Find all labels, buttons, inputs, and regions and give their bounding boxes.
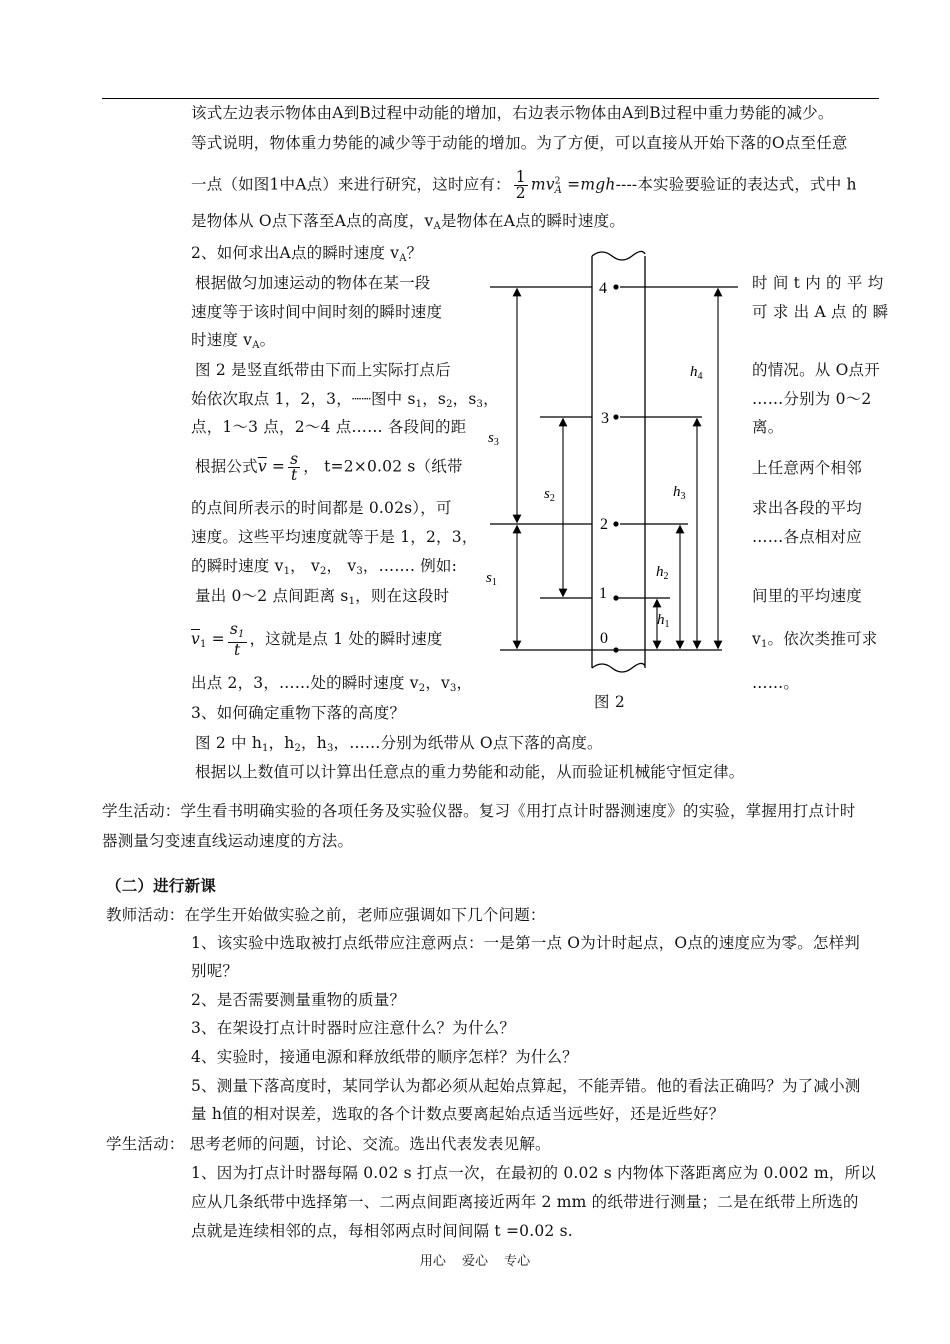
equation-fraction: $\frac{1}{2}$ [515,168,526,202]
student-activity-2: 学生活动： 思考老师的问题，讨论、交流。选出代表发表见解。 [106,1135,551,1153]
q2-right-5: 离。 [752,418,784,436]
point-0 [613,647,618,652]
label-point-4: 4 [599,280,607,297]
student-answer-1c: 点就是连续相邻的点，每相邻两点时间间隔 t =0.02 s. [191,1222,573,1240]
q2-right-1: 时 间 t 内 的 平 均 [752,274,884,292]
footer-word-3: 专心 [504,1254,531,1269]
q3-line-1: 图 2 中 $h_1$，$h_2$，$h_3$，……分别为纸带从 O点下落的高度。 [195,734,603,754]
label-point-1: 1 [599,585,607,602]
point-3 [613,414,618,419]
page-footer [0,1250,950,1269]
q3-line-2: 根据以上数值可以计算出任意点的重力势能和动能，从而验证机械能守恒定律。 [195,763,745,781]
v1-fraction: $\frac{s_1}{t}$ [229,620,245,659]
formula-fraction: $\frac{s}{t}$ [290,450,299,484]
q2-right-2: 可 求 出 A 点 的 瞬 [752,303,889,321]
q2-right-10: $v_1$。依次类推可求 [752,630,878,650]
q2-right-7: 求出各段的平均 [752,499,862,517]
student-activity-1b: 器测量匀变速直线运动速度的方法。 [102,832,354,850]
intro-line-3: 一点（如图1中A点）来进行研究，这时应有： $\frac{1}{2}$ $mv^2_A =mgh----$本实验要验证的表达式，式中 h [191,168,857,202]
label-h1: $h_1$ [657,612,670,630]
label-h2: $h_2$ [656,564,669,582]
intro-line-2: 等式说明，物体重力势能的减少等于动能的增加。为了方便，可以直接从开始下落的O点至任意 [191,134,848,152]
q2-left-12: $\overline{v}_1$ = $\frac{s_1}{t}$ ，这就是点 1 处的瞬时速度 [191,620,443,659]
label-point-3: 3 [601,410,609,427]
teacher-item-1a: 1、该实验中选取被打点纸带应注意两点：一是第一点 O为计时起点，O点的速度应为零。怎样判 [191,934,861,952]
figure-caption: 图 2 [594,693,625,711]
q2-right-9: 间里的平均速度 [752,587,862,605]
footer-word-2: 爱心 [461,1254,488,1269]
q2-left-4: 图 2 是竖直纸带由下而上实际打点后 [195,361,451,379]
q2-left-2: 速度等于该时间中间时刻的瞬时速度 [191,303,443,321]
point-2 [613,521,618,526]
label-s2: $s_2$ [544,486,555,504]
teacher-item-3: 3、在架设打点计时器时应注意什么？为什么？ [191,1019,516,1037]
q2-right-11: ……。 [752,674,800,692]
q2-right-6: 上任意两个相邻 [752,459,862,477]
q2-right-8: ……各点相对应 [752,528,862,546]
point-4 [613,284,618,289]
q2-left-1: 根据做匀加速运动的物体在某一段 [195,274,431,292]
q2-left-7: 根据公式$\overline{v}$ = $\frac{s}{t}$ ， t=2×0.02 s（纸带 [195,450,463,484]
label-h3: $h_3$ [673,484,686,502]
teacher-item-4: 4、实验时，接通电源和释放纸带的顺序怎样？为什么？ [191,1048,578,1066]
student-answer-1a: 1、因为打点计时器每隔 0.02 s 打点一次，在最初的 0.02 s 内物体下落距离应为 0.002 m，所以 [191,1164,876,1182]
label-s3: $s_3$ [488,430,499,448]
paper-tape [592,251,645,672]
label-point-2: 2 [600,516,608,533]
q2-right-4: ……分别为 0～2 [752,390,872,408]
section-heading: （二）进行新课 [106,876,216,895]
label-s1: $s_1$ [486,570,497,588]
q2-right-3: 的情况。从 O点开 [752,361,880,379]
q2-left-6: 点，1～3 点，2～4 点…… 各段间的距 [191,418,467,436]
q2-left-3: 时速度 $v_A$。 [191,331,276,351]
q2-left-8: 的点间所表示的时间都是 0.02s），可 [191,499,452,517]
q2-left-11: 量出 0～2 点间距离 $s_1$，则在这段时 [195,587,450,607]
q2-left-10: 的瞬时速度 $v_1$， $v_2$， $v_3$，……. 例如: [191,557,458,577]
q2-left-5: 始依次取点 1，2，3，┈┈图中 $s_1$，$s_2$，$s_3$， [191,390,499,410]
teacher-item-1b: 别呢？ [191,962,239,980]
intro-line-4: 是物体从 O点下落至A点的高度，$v_A$是物体在A点的瞬时速度。 [191,212,626,232]
teacher-activity: 教师活动：在学生开始做实验之前，老师应强调如下几个问题： [106,906,546,924]
footer-word-1: 用心 [419,1254,446,1269]
q2-title: 2、如何求出A点的瞬时速度 $v_A$？ [191,244,423,264]
point-1 [613,595,618,600]
q2-left-13: 出点 2，3，……处的瞬时速度 $v_2$，$v_3$， [191,674,473,694]
q2-left-9: 速度。这些平均速度就等于是 1，2，3， [191,528,478,546]
student-answer-1b: 应从几条纸带中选择第一、二两点间距离接近两年 2 mm 的纸带进行测量；二是在纸带上所选的 [191,1193,859,1211]
teacher-item-5b: 量 h值的相对误差，选取的各个计数点要离起始点适当远些好，还是近些好？ [191,1105,725,1123]
student-activity-1a: 学生活动：学生看书明确实验的各项任务及实验仪器。复习《用打点计时器测速度》的实验，掌握用打点计时 [102,802,856,820]
teacher-item-5a: 5、测量下落高度时，某同学认为都必须从起始点算起，不能弄错。他的看法正确吗？为了减小测 [191,1077,861,1095]
q3-title: 3、如何确定重物下落的高度？ [191,704,406,722]
label-h4: $h_4$ [690,364,703,382]
teacher-item-2: 2、是否需要测量重物的质量？ [191,991,406,1009]
label-point-0: 0 [600,630,608,647]
intro-line-1: 该式左边表示物体由A到B过程中动能的增加，右边表示物体由A到B过程中重力势能的减少。 [191,104,834,122]
